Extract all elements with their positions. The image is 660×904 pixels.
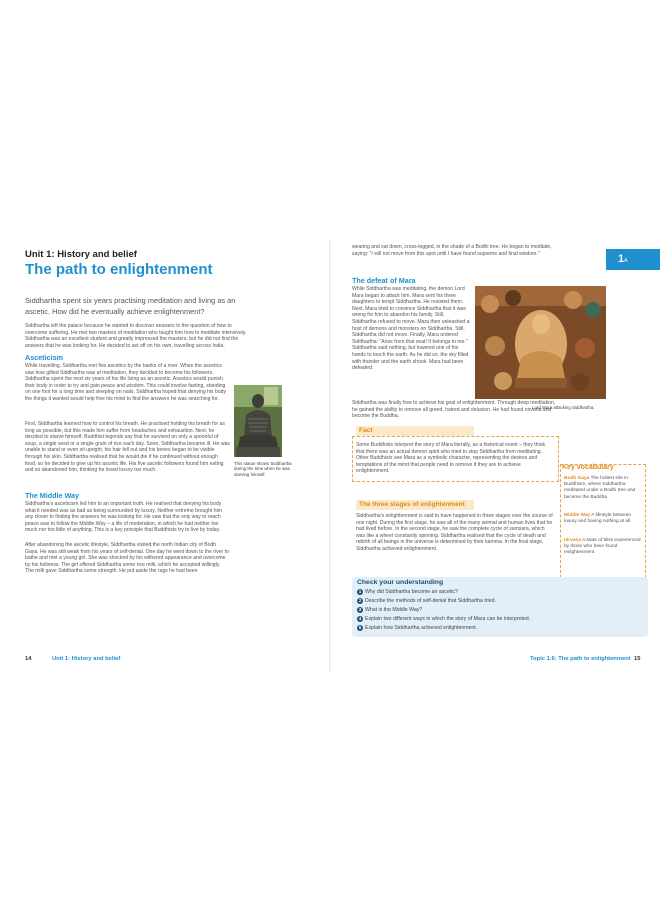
question-item (357, 616, 530, 622)
page-title: The path to enlightenment (25, 261, 213, 278)
topic-tab (606, 249, 660, 270)
mara-heading: The defeat of Mara (352, 276, 416, 285)
statue-caption: This statue shows Siddhartha during the time when he was starving himself. (234, 461, 292, 477)
question-item (357, 607, 422, 613)
vocab-entry (564, 513, 642, 525)
left-page-number: 14 (25, 656, 32, 662)
middle-way-heading: The Middle Way (25, 491, 80, 500)
mural-illustration (475, 286, 606, 399)
intro-text: Siddhartha spent six years practising meditation and living as an ascetic. How did he eventually achieve enlightenment? (25, 296, 236, 316)
vocab-definition: A lifestyle between luxury and having nothing at all (564, 513, 632, 525)
mara-mural-image (475, 286, 606, 399)
check-understanding-title: Check your understanding (357, 579, 444, 586)
unit-label: Unit 1: History and belief (25, 249, 137, 260)
right-footer-label: Topic 1.6: The path to enlightenment (530, 656, 631, 662)
paragraph-2: While travelling, Siddhartha met five ascetics by the banks of a river. When the ascetics saw how gifted Siddhartha was at meditation, they decided to become his followers. Siddhartha spent the next six years of his life living as an ascetic. Ascetics would punish their body in order to try and gain peace and wisdom. This could involve fasting, standing on one foot for a long time and sleeping on nails. Siddhartha hoped that denying his body the things it wanted would help free his mind to find the answers he was searching for. (25, 363, 227, 402)
paragraph-1: Siddhartha left the palace because he wanted to discover answers to the question of how to overcome suffering. He met two masters of meditation who taught him how to meditate intensively. Siddhartha was an excellent student and greatly impressed the masters, but he did not find the answers that he was looking for. He decided to set off on his own, travelling across India. (25, 323, 247, 349)
stages-title: The three stages of enlightenment (359, 501, 465, 508)
fact-text: Some Buddhists interpret the story of Mara literally, as a historical event – they think that there was an actual demon spirit who tried to stop Siddhartha from meditating. Other Buddhists see Mara as a symbolic character, representing the desires and temptations of the mind that people need to remove if they are to achieve enlightenment. (356, 442, 546, 475)
question-number: 5 (358, 625, 362, 630)
question-text: Explain how Siddhartha achieved enlightenment. (365, 625, 478, 631)
mural-caption: Lord Mara attacking Siddhartha. (532, 405, 595, 410)
vocab-term: Middle Way (564, 513, 591, 518)
question-text: Why did Siddhartha become an ascetic? (365, 589, 458, 595)
left-footer-label: Unit 1: History and belief (52, 656, 121, 662)
paragraph-5: After abandoning the ascetic lifestyle, Siddhartha visited the north Indian city of Bodh Gaya. He was still weak from his years of self-denial. One day he went down to the river to bathe and met a young girl. She was shocked by his withered appearance and overcome by his holiness. The girl offered Siddhartha some rice milk, which he accepted willingly. The milk gave Siddhartha some strength. He put aside the rags he had been (25, 542, 229, 575)
question-text: What is the Middle Way? (365, 607, 423, 613)
fact-title: Fact (359, 427, 373, 434)
question-text: Explain two different ways in which the story of Mara can be interpreted. (365, 616, 531, 622)
question-text: Describe the methods of self-denial that Siddhartha tried. (365, 598, 496, 604)
vocab-entry (564, 538, 642, 557)
question-number: 1 (358, 589, 362, 594)
right-page-number: 15 (634, 656, 641, 662)
key-vocabulary-title: Key vocabulary (562, 464, 614, 471)
vocab-term: nirvana (564, 538, 582, 543)
vocab-definition: The holiest site in Buddhism, where Siddhartha meditated under a Bodhi tree and became the Buddha (564, 476, 636, 500)
right-paragraph-3: Siddhartha was finally free to achieve his goal of enlightenment. Through deep meditation, he gained the ability to remove all greed, hatred and delusion. He had found nirvana and become the Buddha. (352, 400, 556, 420)
stages-text: Siddhartha's enlightenment is said to have happened in three stages over the course of one night. During the first stage, he saw all of the many animal and human lives that he had lived before. In the second stage, he saw the complete cycle of samsara, which was like a wheel constantly spinning. Siddhartha realised that the cycle of death and rebirth of all beings in the universe is determined by their kamma. In the final stage, Siddhartha achieved enlightenment. (356, 513, 553, 552)
asceticism-heading: Asceticism (25, 353, 63, 362)
question-number: 4 (358, 616, 362, 621)
paragraph-4: Siddhartha's asceticism led him to an important truth. He realised that denying his body what it needed was as bad as being surrounded by luxury. Neither extreme brought him any closer to finding the answers he was looking for. He saw that the only way to reach peace was to follow the Middle Way – a life of moderation, in which he had neither too much nor too little of anything. This is a key principle that Buddhists try to live by today. (25, 501, 222, 534)
vocab-term: Bodh Gaya (564, 476, 590, 481)
question-number: 2 (358, 598, 362, 603)
question-item (357, 589, 458, 595)
vocab-entry (564, 476, 642, 501)
statue-photo (234, 385, 282, 457)
question-item (357, 625, 477, 631)
fact-title-bar (356, 426, 474, 436)
stages-title-bar (356, 500, 474, 510)
book-spread (0, 240, 660, 672)
question-number: 3 (358, 607, 362, 612)
vocab-definition: A state of bliss experienced by those who have found enlightenment (564, 538, 641, 556)
tab-number: 1 (618, 253, 625, 265)
right-paragraph-2: While Siddhartha was meditating, the demon Lord Mara began to attack him. Mara sent his three daughters to tempt Siddhartha. He resisted them. Next, Mara tried to convince Siddhartha that it was wrong for him to abandon his family. Still, Siddhartha refused to move. Mara then unleashed a host of demons and monsters on Siddhartha. Still, Siddhartha did not move. Finally, Mara ordered Siddhartha: "Arise from that seat! It belongs to me." Siddhartha said nothing, but lowered one of his hands to touch the earth. As he did so, the sky filled with thunder and the earth shook. Mara had been defeated. (352, 286, 470, 372)
right-page (330, 240, 660, 672)
statue-illustration (234, 385, 282, 457)
left-page (0, 240, 330, 672)
question-item (357, 598, 496, 604)
paragraph-3: First, Siddhartha learned how to control his breath. He practised holding his breath for as long as possible, but this made him suffer from headaches and exhaustion. Next, he decided to starve himself. Buddhist legends say that he survived on only a spoonful of soup, a single seed or a single grain of rice each day. Soon, Siddhartha became ill. He was unable to stand or even sit upright, his hair fell out and his bones began to be visible through his skin. Siddhartha realised that he would die if he continued without enough food, so he decided to give up his ascetic life. His five ascetic followers found him eating and so abandoned him, thinking he loved luxury too much. (25, 421, 230, 474)
right-paragraph-1: wearing and sat down, cross-legged, in the shade of a Bodhi tree. He began to meditate, saying: "I will not move from this spot until I have found supreme and final wisdom." (352, 244, 552, 257)
tab-suffix: A (624, 258, 628, 264)
